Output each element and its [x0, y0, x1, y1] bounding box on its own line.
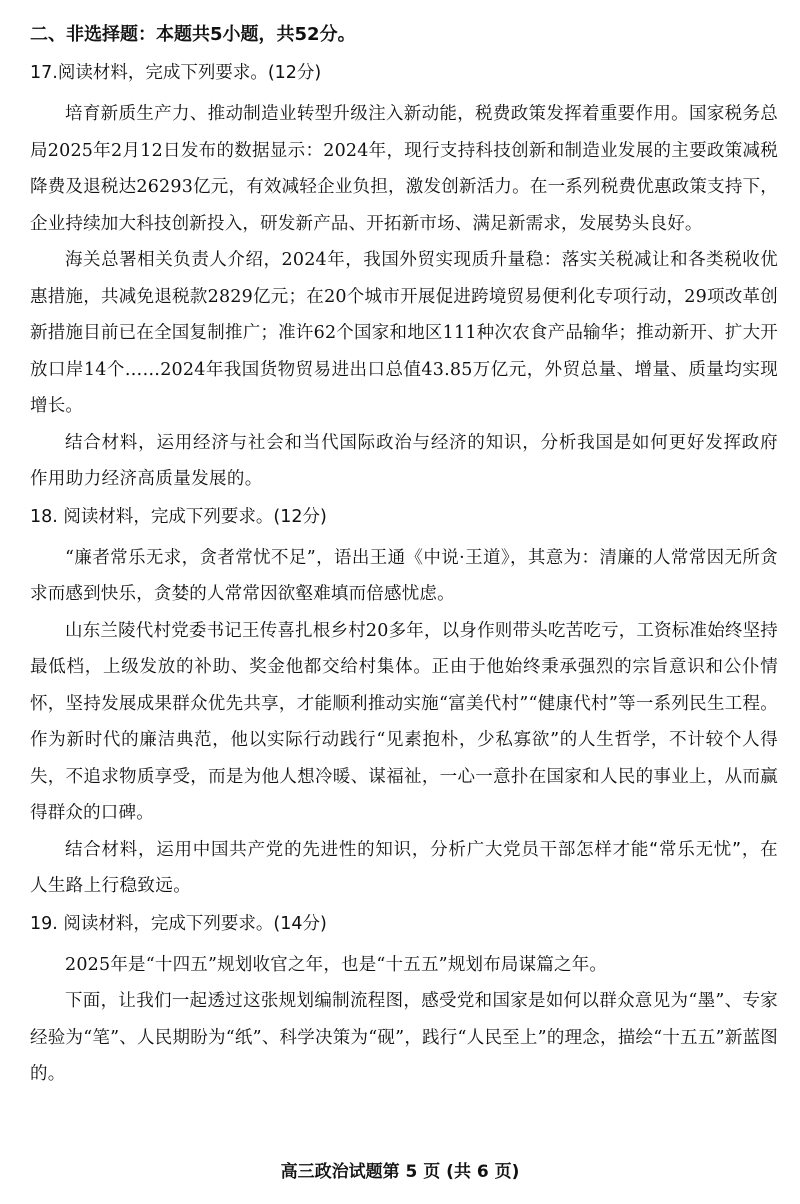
question-17-heading: 17.阅读材料，完成下列要求。(12分) — [30, 63, 322, 83]
question-19-material-2: 下面，让我们一起透过这张规划编制流程图，感受党和国家是如何以群众意见为“墨”、专家经验为“笔”、人民期盼为“纸”、科学决策为“砚”，践行“人民至上”的理念，描绘“十五五”新蓝图的。 — [30, 991, 778, 1084]
question-18 — [30, 504, 778, 905]
page-footer: 高三政治试题第 5 页 (共 6 页) — [280, 1162, 520, 1182]
question-18-material-2: 山东兰陵代村党委书记王传喜扎根乡村20多年，以身作则带头吃苦吃亏，工资标准始终坚持最低档，上级发放的补助、奖金他都交给村集体。正由于他始终秉承强烈的宗旨意识和公仆情怀，坚持发展成果群众优先共享，才能顺利推动实施“富美代村”“健康代村”等一系列民生工程。作为新时代的廉洁典范，他以实际行动践行“见素抱朴，少私寡欲”的人生哲学，不计较个人得失，不追求物质享受，而是为他人想冷暖、谋福祉，一心一意扑在国家和人民的事业上，从而赢得群众的口碑。 — [30, 620, 778, 823]
question-19 — [30, 911, 778, 1093]
question-17-task: 结合材料，运用经济与社会和当代国际政治与经济的知识，分析我国是如何更好发挥政府作用助力经济高质量发展的。 — [30, 432, 778, 489]
exam-page — [30, 22, 778, 1093]
question-18-material-1: “廉者常乐无求，贪者常忧不足”，语出王通《中说·王道》，其意为：清廉的人常常因无所贪求而感到快乐，贪婪的人常常因欲壑难填而倍感忧虑。 — [30, 547, 778, 604]
section-title: 二、非选择题：本题共5小题，共52分。 — [30, 24, 356, 45]
question-18-task: 结合材料，运用中国共产党的先进性的知识，分析广大党员干部怎样才能“常乐无忧”，在人生路上行稳致远。 — [30, 839, 778, 896]
question-17-material-1: 培育新质生产力、推动制造业转型升级注入新动能，税费政策发挥着重要作用。国家税务总局2025年2月12日发布的数据显示：2024年，现行支持科技创新和制造业发展的主要政策减税降费及退税达26293亿元，有效减轻企业负担，激发创新活力。在一系列税费优惠政策支持下，企业持续加大科技创新投入，研发新产品、开拓新市场、满足新需求，发展势头良好。 — [30, 104, 778, 234]
question-19-heading: 19. 阅读材料，完成下列要求。(14分) — [30, 913, 327, 934]
question-19-material-1: 2025年是“十四五”规划收官之年，也是“十五五”规划布局谋篇之年。 — [65, 954, 608, 975]
question-17 — [30, 60, 778, 498]
question-18-heading: 18. 阅读材料，完成下列要求。(12分) — [30, 506, 327, 527]
question-17-material-2: 海关总署相关负责人介绍，2024年，我国外贸实现质升量稳：落实关税减让和各类税收优惠措施，共减免退税款2829亿元；在20个城市开展促进跨境贸易便利化专项行动，29项改革创新措施目前已在全国复制推广；准许62个国家和地区111种次农食产品输华；推动新开、扩大开放口岸14个……2024年我国货物贸易进出口总值43.85万亿元，外贸总量、增量、质量均实现增长。 — [30, 250, 778, 416]
